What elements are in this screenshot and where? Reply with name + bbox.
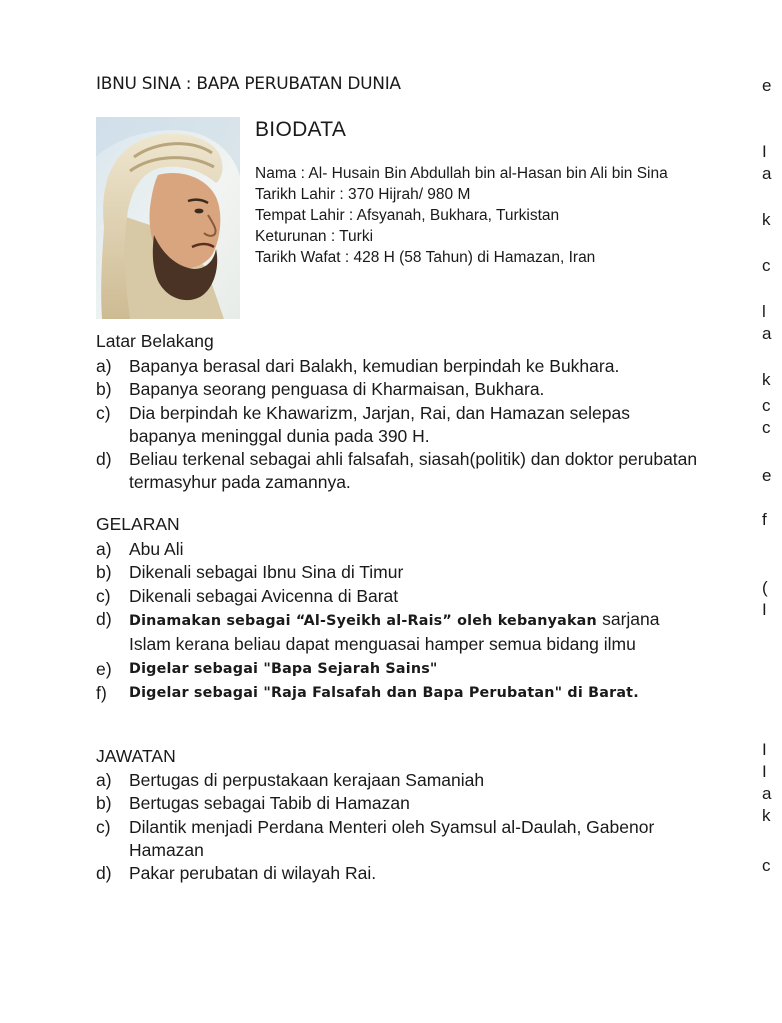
next-column-fragment: k [762, 370, 771, 389]
list-item: c) Dilantik menjadi Perdana Menteri oleh Syamsul al-Daulah, Gabenor Hamazan [96, 816, 655, 860]
next-column-fragment: f [762, 510, 767, 529]
next-column-fragment: a [762, 164, 772, 183]
next-column-fragment: a [762, 324, 772, 343]
next-column-fragment: I [762, 762, 767, 781]
list-item: b) Bapanya seorang penguasa di Kharmaisan, Bukhara. [96, 379, 545, 400]
document-title: IBNU SINA : BAPA PERUBATAN DUNIA [96, 74, 401, 94]
next-column-fragment: l [762, 302, 766, 321]
gelaran-heading: GELARAN [96, 514, 180, 534]
list-item: d) Dinamakan sebagai “Al-Syeikh al-Rais” oleh kebanyakan sarjana Islam kerana beliau dapat menguasai hamper semua bidang ilmu [96, 608, 660, 655]
list-item: c) Dikenali sebagai Avicenna di Barat [96, 585, 399, 606]
next-column-fragment: ( [762, 578, 768, 597]
list-item: a) Abu Ali [96, 539, 184, 559]
list-item: a) Bertugas di perpustakaan kerajaan Samaniah [96, 770, 485, 790]
jawatan-list [96, 769, 696, 885]
next-column-fragment: k [762, 210, 771, 229]
next-column-fragment: e [762, 76, 772, 95]
biodata-details [255, 163, 705, 268]
next-column-fragment: I [762, 142, 767, 161]
list-item: d) Pakar perubatan di wilayah Rai. [96, 863, 377, 884]
biodata-birth-date: Tarikh Lahir : 370 Hijrah/ 980 M [255, 186, 471, 203]
biodata-birth-place: Tempat Lahir : Afsyanah, Bukhara, Turkistan [255, 207, 560, 224]
list-item: e) Digelar sebagai "Bapa Sejarah Sains" [96, 659, 438, 680]
ibnu-sina-portrait [96, 117, 240, 319]
list-item: b) Dikenali sebagai Ibnu Sina di Timur [96, 562, 404, 583]
next-column-fragment: c [762, 418, 771, 437]
latar-belakang-list [96, 355, 696, 495]
biodata-heading: BIODATA [255, 118, 347, 141]
biodata-name: Nama : Al- Husain Bin Abdullah bin al-Hasan bin Ali bin Sina [255, 165, 668, 182]
biodata-descent: Keturunan : Turki [255, 228, 374, 245]
next-column-fragment: a [762, 784, 772, 803]
jawatan-heading: JAWATAN [96, 746, 176, 766]
next-column-fragment: I [762, 740, 767, 759]
latar-belakang-heading: Latar Belakang [96, 331, 214, 351]
next-column-fragment: e [762, 466, 772, 485]
list-item: b) Bertugas sebagai Tabib di Hamazan [96, 793, 410, 814]
list-item: a) Bapanya berasal dari Balakh, kemudian berpindah ke Bukhara. [96, 356, 620, 376]
next-column-fragment: c [762, 256, 771, 275]
next-column-fragment: c [762, 396, 771, 415]
next-column-fragment: k [762, 806, 771, 825]
list-item: d) Beliau terkenal sebagai ahli falsafah, siasah(politik) dan doktor perubatan termasyhur pada zamannya. [96, 449, 698, 493]
list-item: f) Digelar sebagai "Raja Falsafah dan Bapa Perubatan" di Barat. [96, 682, 639, 703]
biodata-death: Tarikh Wafat : 428 H (58 Tahun) di Hamazan, Iran [255, 249, 596, 266]
list-item: c) Dia berpindah ke Khawarizm, Jarjan, Rai, dan Hamazan selepas bapanya meninggal dunia pada 390 H. [96, 402, 630, 446]
next-column-fragment: c [762, 856, 771, 875]
gelaran-list [96, 538, 696, 705]
next-column-fragment: I [762, 600, 767, 619]
